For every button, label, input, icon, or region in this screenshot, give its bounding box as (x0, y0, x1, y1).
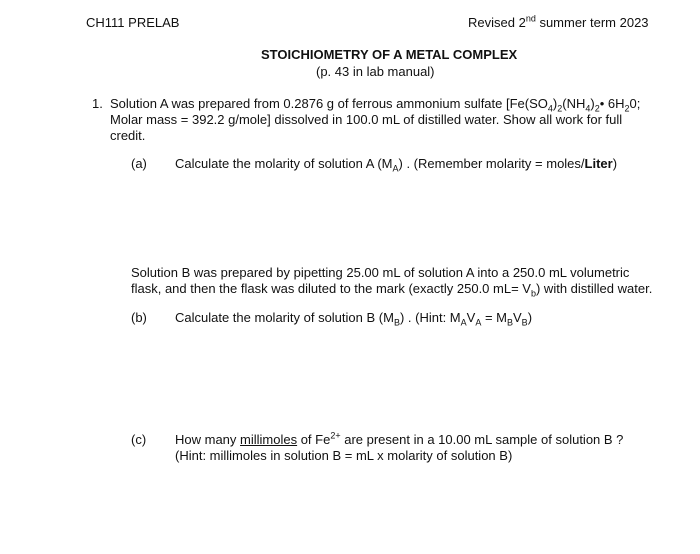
q1-sub: 4 (585, 103, 591, 114)
part-a-seg: ) . (Remember molarity = moles/ (398, 156, 585, 171)
part-b-seg: ) (527, 310, 533, 325)
revised-header (468, 15, 649, 31)
part-a-seg: Calculate the molarity of solution A (M (175, 156, 393, 171)
part-c-line-2: (Hint: millimoles in solution B = mL x molarity of solution B) (175, 448, 513, 463)
part-a-label: (a) (131, 156, 147, 171)
revised-prefix: Revised 2 (468, 15, 526, 30)
q1-text-seg: (NH (562, 96, 586, 111)
sol-b-sub: b (530, 288, 536, 299)
part-b-sub: A (460, 317, 467, 328)
revised-sup: nd (525, 13, 536, 24)
question-1-line-1 (110, 96, 640, 112)
part-c-seg: of Fe (297, 432, 331, 447)
solution-b-line-1: Solution B was prepared by pipetting 25.00 mL of solution A into a 250.0 mL volumetric (131, 265, 630, 280)
sol-b-seg: flask, and then the flask was diluted to the mark (exactly 250.0 mL= V (131, 281, 531, 296)
solution-b-paragraph (131, 265, 652, 297)
course-header: CH111 PRELAB (86, 15, 180, 30)
q1-sub: 2 (624, 103, 630, 114)
part-c-line-1 (175, 432, 623, 448)
document-title: STOICHIOMETRY OF A METAL COMPLEX (261, 47, 518, 62)
part-c-seg: are present in a 10.00 mL sample of solution B ? (340, 432, 624, 447)
solution-b-line-2 (131, 281, 652, 297)
part-b-seg: ) . (Hint: M (399, 310, 461, 325)
part-b-seg: Calculate the molarity of solution B (M (175, 310, 394, 325)
part-b-seg: V (513, 310, 522, 325)
q1-text-seg: 0; (629, 96, 641, 111)
q1-text-seg: ) (552, 96, 558, 111)
sol-b-seg: ) with distilled water. (535, 281, 653, 296)
document-subtitle: (p. 43 in lab manual) (316, 64, 435, 79)
part-a-text (175, 156, 617, 172)
part-c-sup: 2+ (330, 430, 341, 441)
part-b-seg: V (466, 310, 476, 325)
part-c-label: (c) (131, 432, 147, 447)
part-b-label: (b) (131, 310, 147, 325)
q1-text-seg: • 6H (599, 96, 625, 111)
question-1-line-3: credit. (110, 128, 146, 143)
revised-suffix: summer term 2023 (535, 15, 649, 30)
part-c-underlined: millimoles (240, 432, 298, 447)
q1-sub: 2 (557, 103, 563, 114)
question-1-line-2: Molar mass = 392.2 g/mole] dissolved in 100.0 mL of distilled water. Show all work for full (110, 112, 623, 127)
q1-text-seg: Solution A was prepared from 0.2876 g of ferrous ammonium sulfate [Fe(SO (110, 96, 548, 111)
q1-sub: 4 (547, 103, 553, 114)
part-b-seg: = M (481, 310, 507, 325)
part-b-text (175, 310, 532, 326)
part-a-seg: ) (612, 156, 618, 171)
question-number: 1. (92, 96, 103, 111)
part-a-bold: Liter (584, 156, 613, 171)
part-b-sub: B (521, 317, 528, 328)
q1-sub: 2 (594, 103, 600, 114)
part-c-text (175, 432, 623, 464)
question-1-text (110, 96, 640, 144)
part-b-sub: B (506, 317, 513, 328)
part-c-seg: How many (175, 432, 241, 447)
part-a-sub: A (392, 163, 399, 174)
q1-text-seg: ) (590, 96, 595, 111)
part-b-sub: B (393, 317, 400, 328)
part-b-sub: A (475, 317, 482, 328)
